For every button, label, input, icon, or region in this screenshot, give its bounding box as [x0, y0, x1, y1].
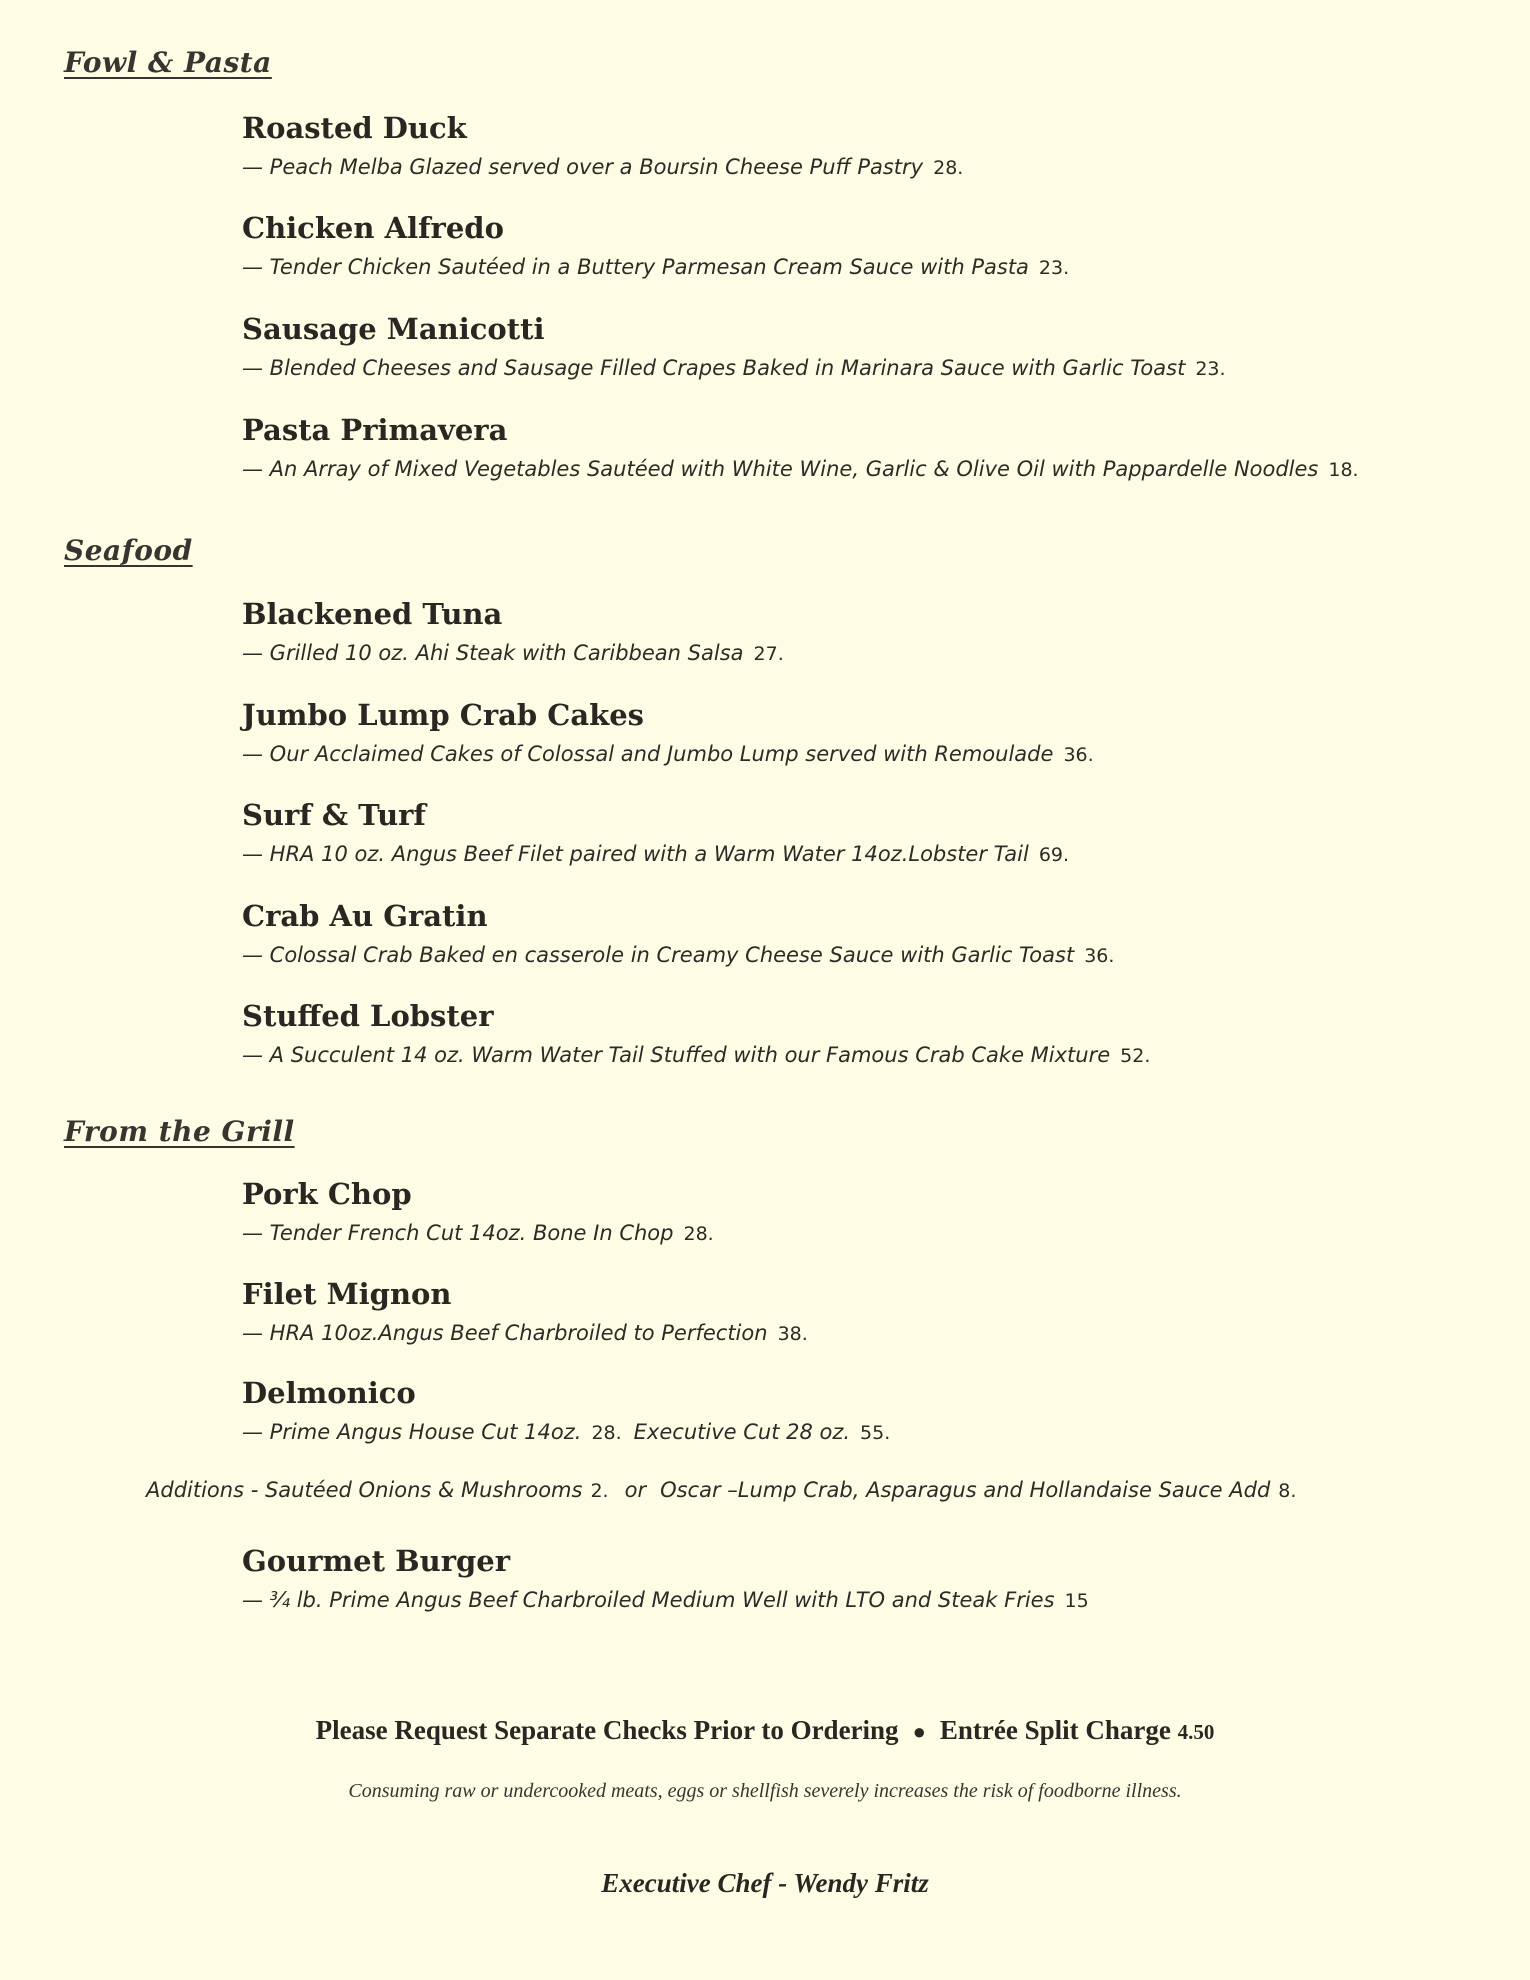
item-description — [242, 940, 1472, 971]
item-name: Pasta Primavera — [242, 413, 508, 447]
item-description-text: — HRA 10oz.Angus Beef Charbroiled to Perfection — [242, 1321, 768, 1345]
menu-item-pork-chop — [242, 1176, 1472, 1249]
item-name: Delmonico — [242, 1376, 416, 1410]
split-charge-price: 4.50 — [1177, 1720, 1215, 1744]
additions-or: or — [624, 1478, 647, 1502]
item-price: 36. — [1084, 945, 1115, 967]
item-price: 23. — [1038, 257, 1070, 279]
separate-checks-notice — [0, 1715, 1530, 1746]
item-name: Chicken Alfredo — [242, 211, 504, 245]
menu-item-blackened-tuna — [242, 596, 1472, 669]
item-price: 28. — [683, 1223, 714, 1245]
item-price: 52. — [1120, 1045, 1151, 1067]
item-description — [242, 1218, 1472, 1249]
item-description — [242, 454, 1472, 485]
additions-line — [146, 1478, 1296, 1502]
item-name: Blackened Tuna — [242, 597, 503, 631]
item-description — [242, 1417, 1472, 1448]
item-description-text: — Colossal Crab Baked en casserole in Creamy Cheese Sauce with Garlic Toast — [242, 943, 1075, 967]
item-price: 23. — [1195, 358, 1226, 380]
item-description-text: — Our Acclaimed Cakes of Colossal and Jumbo Lump served with Remoulade — [242, 742, 1054, 766]
item-description — [242, 1318, 1472, 1349]
bullet-icon: ● — [912, 1719, 926, 1744]
item-name: Jumbo Lump Crab Cakes — [242, 698, 645, 732]
item-description-text: — ¾ lb. Prime Angus Beef Charbroiled Medium Well with LTO and Steak Fries — [242, 1588, 1055, 1612]
item-description — [242, 1040, 1472, 1071]
item-price-2: 55. — [860, 1422, 891, 1444]
menu-item-chicken-alfredo — [242, 210, 1472, 283]
item-name: Stuffed Lobster — [242, 999, 494, 1033]
oscar-label: Oscar –Lump Crab, Asparagus and Hollandaise Sauce Add — [660, 1478, 1271, 1502]
item-name: Crab Au Gratin — [242, 899, 488, 933]
item-name: Surf & Turf — [242, 798, 426, 832]
item-name: Pork Chop — [242, 1177, 412, 1211]
item-description — [242, 839, 1472, 870]
menu-item-filet-mignon — [242, 1276, 1472, 1349]
foodborne-illness-warning: Consuming raw or undercooked meats, eggs or shellfish severely increases the risk of foodborne illness. — [348, 1780, 1182, 1802]
item-description-text: — Grilled 10 oz. Ahi Steak with Caribbean Salsa — [242, 641, 744, 665]
item-description-text: — Tender French Cut 14oz. Bone In Chop — [242, 1221, 674, 1245]
item-name: Sausage Manicotti — [242, 312, 545, 346]
item-price: 18. — [1328, 459, 1359, 481]
section-heading-seafood: Seafood — [64, 534, 193, 567]
item-price: 38. — [777, 1323, 808, 1345]
item-price: 27. — [753, 643, 784, 665]
oscar-price: 8. — [1278, 1480, 1297, 1502]
item-description-text-2: Executive Cut 28 oz. — [633, 1420, 851, 1444]
menu-item-jumbo-lump-crab-cakes — [242, 697, 1472, 770]
item-description — [242, 152, 1472, 183]
item-description — [242, 353, 1472, 384]
menu-item-sausage-manicotti — [242, 311, 1472, 384]
item-description-text: — Peach Melba Glazed served over a Boursin Cheese Puff Pastry — [242, 155, 924, 179]
split-charge-text: Entrée Split Charge — [939, 1715, 1171, 1745]
item-description-text: — HRA 10 oz. Angus Beef Filet paired with a Warm Water 14oz.Lobster Tail — [242, 842, 1029, 866]
additions-label: Additions - Sautéed Onions & Mushrooms — [146, 1478, 583, 1502]
item-description-text: — Prime Angus House Cut 14oz. — [242, 1420, 582, 1444]
menu-item-delmonico — [242, 1375, 1472, 1448]
menu-item-roasted-duck — [242, 110, 1472, 183]
item-description — [242, 638, 1472, 669]
menu-item-gourmet-burger — [242, 1543, 1472, 1616]
executive-chef: Executive Chef - Wendy Fritz — [601, 1868, 929, 1898]
item-name: Roasted Duck — [242, 111, 467, 145]
additions-price: 2. — [590, 1480, 609, 1502]
item-price: 28. — [933, 157, 964, 179]
item-name: Gourmet Burger — [242, 1544, 510, 1578]
item-description-text: — A Succulent 14 oz. Warm Water Tail Stuffed with our Famous Crab Cake Mixture — [242, 1043, 1111, 1067]
item-price: 28. — [591, 1422, 622, 1444]
section-heading-grill: From the Grill — [64, 1115, 295, 1148]
menu-item-pasta-primavera — [242, 412, 1472, 485]
item-name: Filet Mignon — [242, 1277, 452, 1311]
item-price: 15 — [1064, 1590, 1089, 1612]
item-price: 69. — [1038, 844, 1070, 866]
menu-item-crab-au-gratin — [242, 898, 1472, 971]
checks-text: Please Request Separate Checks Prior to Ordering — [315, 1715, 899, 1745]
section-heading-fowl-pasta: Fowl & Pasta — [64, 46, 272, 79]
item-description — [242, 739, 1472, 770]
item-price: 36. — [1063, 744, 1094, 766]
item-description-text: — Blended Cheeses and Sausage Filled Crapes Baked in Marinara Sauce with Garlic Toast — [242, 356, 1186, 380]
menu-item-surf-turf — [242, 797, 1472, 870]
item-description-text: — An Array of Mixed Vegetables Sautéed with White Wine, Garlic & Olive Oil with Pappardelle Noodles — [242, 457, 1319, 481]
item-description-text: — Tender Chicken Sautéed in a Buttery Parmesan Cream Sauce with Pasta — [242, 255, 1029, 279]
item-description — [242, 1585, 1472, 1616]
menu-item-stuffed-lobster — [242, 998, 1472, 1071]
item-description — [242, 252, 1472, 283]
